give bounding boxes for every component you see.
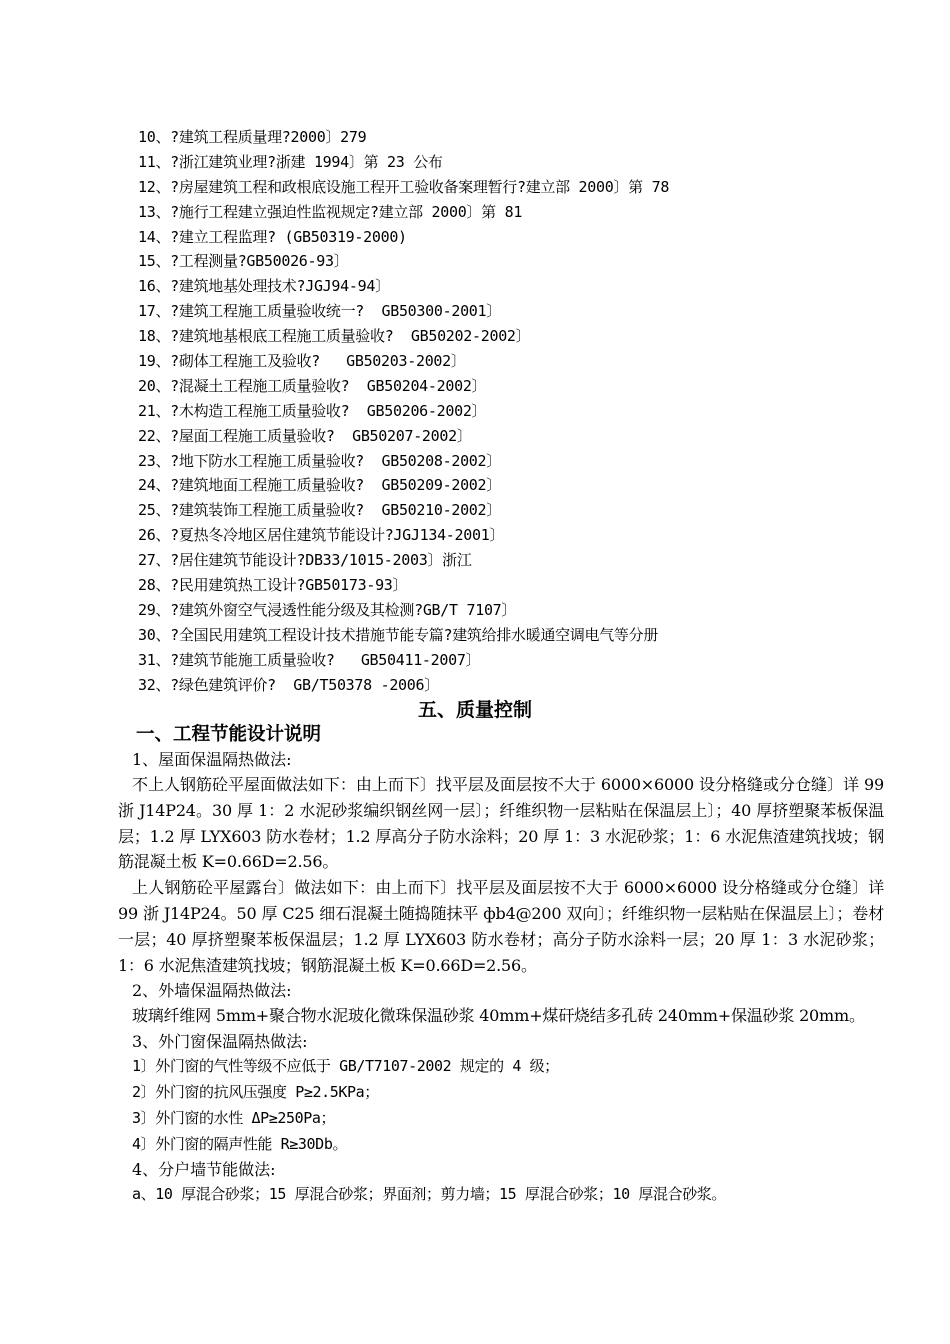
reference-list [138,125,898,697]
reference-item: 20、?混凝土工程施工质量验收? GB50204-2002〕 [138,376,487,395]
window-requirement-item: 1〕外门窗的气性等级不应低于 GB/T7107-2002 规定的 4 级； [132,1057,559,1076]
window-insulation-title: 3、外门窗保温隔热做法: [132,1032,308,1052]
reference-item: 32、?绿色建筑评价? GB/T50378 -2006〕 [138,675,439,694]
reference-item: 19、?砌体工程施工及验收? GB50203-2002〕 [138,352,466,371]
reference-item: 15、?工程测量?GB50026-93〕 [138,252,349,271]
window-requirement-item: 4〕外门窗的隔声性能 R≥30Db。 [132,1134,348,1153]
reference-item: 22、?屋面工程施工质量验收? GB50207-2002〕 [138,426,472,445]
roof-accessible-paragraph: 上人钢筋砼平屋露台〕做法如下：由上而下〕找平层及面层按不大于 6000×6000 设分格缝或分仓缝〕详 99 浙 J14P24。50 厚 C25 细石混凝土随捣随抹平 фb4@200 双向〕；纤维织物一层粘贴在保温层上〕；卷材一层；40 厚挤塑聚苯板保温层；1.2 厚 LYX603 防水卷材；高分子防水涂料一层；20 厚 1：3 水泥砂浆；1：6 水泥焦渣建筑找坡；钢筋混凝土板 K=0.66D=2.56。 [118,878,884,975]
reference-item: 23、?地下防水工程施工质量验收? GB50208-2002〕 [138,451,501,470]
partition-wall-title: 4、分户墙节能做法: [132,1160,276,1180]
window-requirement-item: 2〕外门窗的抗风压强度 P≥2.5KPa； [132,1082,379,1101]
reference-item: 12、?房屋建筑工程和政根底设施工程开工验收备案理暂行?建立部 2000〕第 78 [138,177,670,196]
reference-item: 26、?夏热冬冷地区居住建筑节能设计?JGJ134-2001〕 [138,526,505,545]
reference-item: 28、?民用建筑热工设计?GB50173-93〕 [138,576,408,595]
reference-item: 21、?木构造工程施工质量验收? GB50206-2002〕 [138,401,487,420]
reference-item: 25、?建筑装饰工程施工质量验收? GB50210-2002〕 [138,501,501,520]
reference-item: 14、?建立工程监理? (GB50319-2000) [138,227,407,246]
wall-insulation-title: 2、外墙保温隔热做法: [132,981,292,1001]
section-title: 五、质量控制 [417,699,532,721]
reference-item: 24、?建筑地面工程施工质量验收? GB50209-2002〕 [138,476,501,495]
section-body [118,722,884,1208]
reference-item: 17、?建筑工程施工质量验收统一? GB50300-2001〕 [138,302,501,321]
wall-insulation-paragraph: 玻璃纤维网 5mm+聚合物水泥玻化微珠保温砂浆 40mm+煤矸烧结多孔砖 240mm+保温砂浆 20mm。 [132,1006,865,1026]
reference-item: 18、?建筑地基根底工程施工质量验收? GB50202-2002〕 [138,327,531,346]
partition-wall-item: a、10 厚混合砂浆；15 厚混合砂浆；界面剂；剪力墙；15 厚混合砂浆；10 厚混合砂浆。 [132,1185,727,1204]
roof-insulation-title: 1、屋面保温隔热做法: [132,750,292,769]
reference-item: 30、?全国民用建筑工程设计技术措施节能专篇?建筑给排水暖通空调电气等分册 [138,625,659,644]
reference-item: 11、?浙江建筑业理?浙建 1994〕第 23 公布 [138,152,443,171]
reference-item: 13、?施行工程建立强迫性监视规定?建立部 2000〕第 81 [138,202,523,221]
section-heading: 一、工程节能设计说明 [136,724,322,745]
reference-item: 31、?建筑节能施工质量验收? GB50411-2007〕 [138,650,481,669]
reference-item: 10、?建筑工程质量理?2000〕279 [138,128,367,146]
reference-item: 16、?建筑地基处理技术?JGJ94-94〕 [138,277,390,296]
window-requirement-item: 3〕外门窗的水性 ΔP≥250Pa； [132,1108,336,1127]
roof-nonaccessible-paragraph: 不上人钢筋砼平屋面做法如下：由上而下〕找平层及面层按不大于 6000×6000 设分格缝或分仓缝〕详 99 浙 J14P24。30 厚 1：2 水泥砂浆编织钢丝网一层〕；纤维织物一层粘贴在保温层上〕；40 厚挤塑聚苯板保温层；1.2 厚 LYX603 防水卷材；1.2 厚高分子防水涂料；20 厚 1：3 水泥砂浆；1：6 水泥焦渣建筑找坡；钢筋混凝土板 K=0.66D=2.56。 [118,775,884,872]
reference-item: 29、?建筑外窗空气浸透性能分级及其检测?GB/T 7107〕 [138,600,517,619]
reference-item: 27、?居住建筑节能设计?DB33/1015-2003〕浙江 [138,551,472,570]
